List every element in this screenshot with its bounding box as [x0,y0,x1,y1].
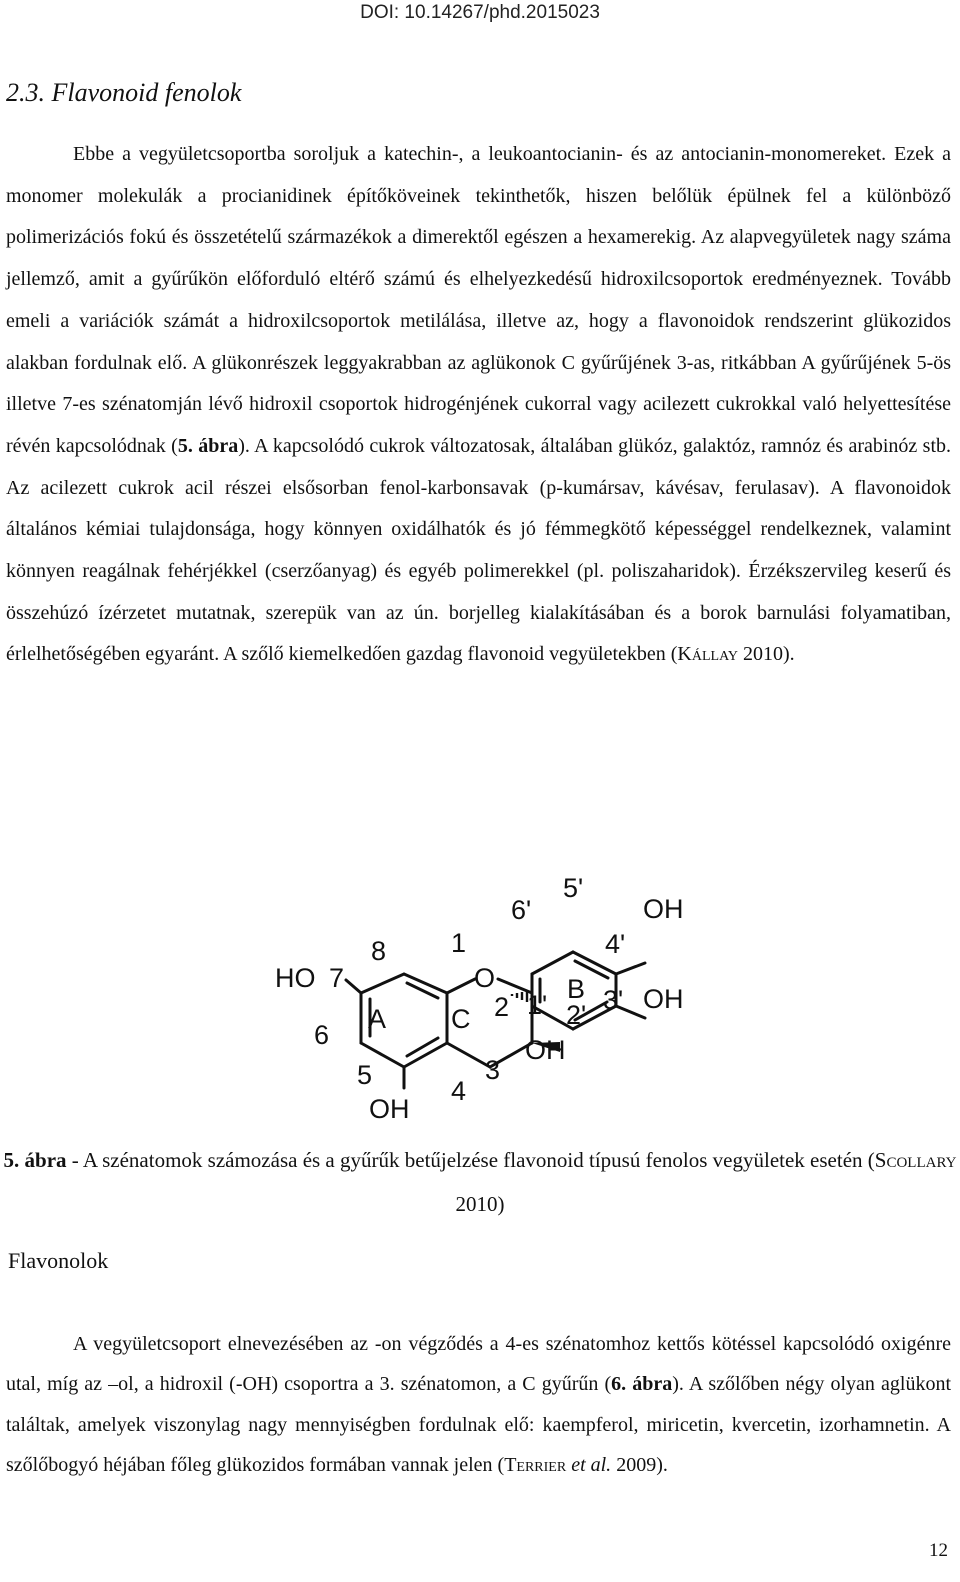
figure-reference: 5. ábra [177,434,239,457]
bond-c7-c8 [361,974,404,993]
label-ho: HO [275,963,316,993]
citation-year: 2010). [738,643,795,666]
bond-c7-oh [346,980,361,993]
citation-author: Terrier [504,1454,567,1477]
double-bond-a2 [407,1038,438,1056]
label-ring-b: B [567,974,586,1004]
citation-year: 2009). [611,1454,668,1477]
label-position-5p: 5' [563,873,584,903]
figure-reference: 6. ábra [611,1373,673,1396]
label-oh-3: OH [525,1035,566,1065]
bond-c4p-oh [616,963,645,974]
subsection-heading: Flavonolok [8,1248,109,1273]
label-position-1: 1 [451,928,467,958]
page-number: 12 [929,1540,948,1561]
section-heading: 2.3. Flavonoid fenolok [6,78,242,107]
bond-b6 [532,952,573,974]
label-ring-c: C [451,1004,471,1034]
label-position-2p: 2' [566,1000,587,1030]
para1-sentence-2: Az alapvegyületek nagy száma jellemző, amit a gyűrűkön előforduló eltérő számú és elhelyezkedésű hidroxilcsoportok eredményeznek. Tovább emeli a variációk számát a hidroxilcsoportok metilálása, illetve az, hogy a flavonoidok rendszerint glükozidos alakban fordulnak elő. [6,226,951,374]
para2-sentence-1: A vegyületcsoport elnevezésében az -on végződés a 4-es szénatomhoz kettős kötéssel kapcsolódó oxigénre utal, míg az –ol, a hidroxil (-OH) csoportra a 3. szénatomon, a C gyűrűn ( [6,1333,951,1396]
paragraph-intro [6,134,951,676]
label-ring-oxygen: O [474,963,496,993]
figure-caption [0,1138,960,1226]
bond-c8a-o1 [447,979,475,993]
flavonoid-structure-figure [255,866,705,1131]
double-bond-a1 [407,983,438,998]
label-position-3p: 3' [603,985,624,1015]
hashed-bond-c2-c1p [512,991,527,1002]
caption-citation-author: Scollary [874,1148,957,1172]
label-position-1p: 1' [527,990,548,1020]
label-position-6: 6 [314,1020,330,1050]
label-oh-5: OH [369,1094,410,1124]
caption-figure-label: 5. ábra [3,1148,67,1172]
paragraph-flavonols [6,1324,951,1486]
bond-c4-c4a [447,1043,490,1067]
label-position-6p: 6' [511,895,532,925]
label-position-4p: 4' [605,929,626,959]
para1-sentence-1: Ebbe a vegyületcsoportba soroljuk a katechin-, a leukoantocianin- és az antocianin-monomereket. Ezek a monomer molekulák a procianidinek építőköveinek tekinthetők, hiszen belőlük épülnek fel a különböző polimerizációs fokú és összetételű származékok a dimerektől egészen a hexamerekig. [6,143,951,249]
label-ring-a: A [368,1004,387,1034]
citation-et-al: et al. [566,1454,612,1477]
label-position-4: 4 [451,1076,467,1106]
doi-header: DOI: 10.14267/phd.2015023 [360,2,600,23]
citation-author: Kállay [677,643,739,666]
label-oh-3p: OH [643,984,684,1014]
label-position-2: 2 [494,992,510,1022]
para1-sentence-3: A glükonrészek leggyakrabban az aglükonok C gyűrűjének 3-as, ritkábban A gyűrűjének 5-ös illetve 7-es szénatomján lévő hidroxil csoportok hidrogénjének cukorral vagy acilezett cukrokkal való helyettesítése révén kapcsolódnak ( [6,351,952,457]
label-position-5: 5 [357,1060,373,1090]
label-position-7: 7 [329,963,345,993]
caption-citation-year: 2010) [455,1192,505,1216]
para1-sentence-4: ). A kapcsolódó cukrok változatosak, általában glükóz, galaktóz, ramnóz és arabinóz stb. Az acilezett cukrok acil részei elsősorban fenol-karbonsavak (p-kumársav, kávésav, ferulasav). A flavonoidok általános kémiai tulajdonsága, hogy könnyen oxidálhatók és jó fémmegkötő képességgel rendelkeznek, valamint könnyen reagálnak fehérjékkel (cserzőanyag) és egyéb polimerekkel (pl. poliszaharidok). Érzékszervileg keserű és összehúzó ízérzetet mutatnak, szerepük van az ún. borjelleg kialakításában és a borok barnulási folyamatiban, érlelhetőségében egyaránt. A szőlő kiemelkedően gazdag flavonoid vegyületekben ( [6,434,952,666]
label-position-8: 8 [371,936,387,966]
caption-text: - A szénatomok számozása és a gyűrűk betűjelzése flavonoid típusú fenolos vegyületek esetén ( [66,1148,875,1172]
label-position-3: 3 [485,1055,501,1085]
para2-sentence-2: ). A szőlőben négy olyan aglükont találtak, amelyek viszonylag nagy mennyiségben fordulnak elő: kaempferol, miricetin, kvercetin, izorhamnetin. A szőlőbogyó héjában főleg glükozidos formában vannak jelen ( [6,1373,952,1477]
label-oh-4p: OH [643,894,684,924]
